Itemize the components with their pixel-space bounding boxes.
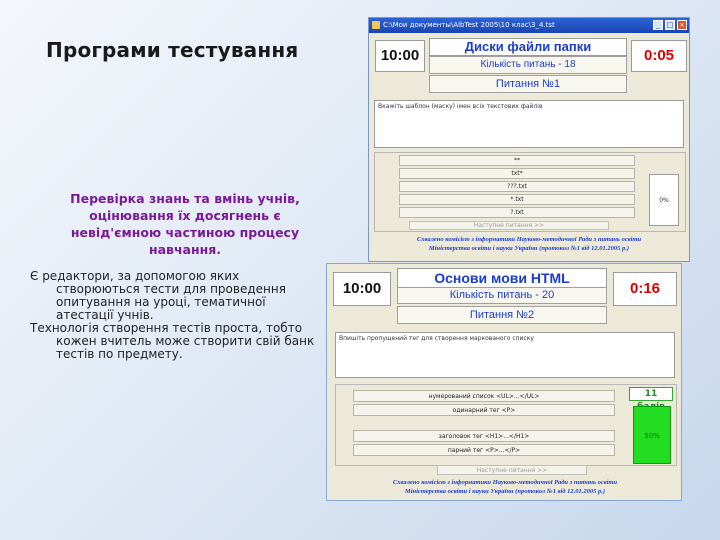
app-icon <box>372 21 380 29</box>
next-question-button[interactable]: Наступне питання >> <box>437 465 587 475</box>
topic-title: Диски файли папки <box>429 38 627 56</box>
answer-option[interactable]: ???.txt <box>399 181 635 192</box>
timer-elapsed: 0:05 <box>631 40 687 72</box>
window-titlebar <box>369 18 689 33</box>
topic-title: Основи мови HTML <box>397 268 607 288</box>
progress-box: 0% <box>649 174 679 226</box>
window-title: C:\Мои документы\AlbTest 2005\10 клас\3_4.tst <box>383 21 555 29</box>
timer-total: 10:00 <box>375 40 425 72</box>
question-number: Питання №2 <box>397 306 607 324</box>
answer-option[interactable]: одинарний тег <P> <box>353 404 615 416</box>
question-text: Впишіть пропущений тег для створення маркованого списку <box>335 332 675 378</box>
footer-line-1: Схвалено комісією з інформатики Науково-методичної Ради з питань освіти <box>416 236 642 243</box>
test-window-disks <box>368 17 690 262</box>
slide-title: Програми тестування <box>46 38 299 62</box>
test-window-html <box>326 263 682 501</box>
body-text <box>30 270 320 361</box>
minimize-button[interactable]: _ <box>653 20 663 30</box>
timer-elapsed: 0:16 <box>613 272 677 306</box>
window-controls <box>653 20 687 30</box>
answer-option[interactable]: ** <box>399 155 635 166</box>
answer-option[interactable]: нумерований список <UL>...</UL> <box>353 390 615 402</box>
paragraph-editors: Є редактори, за допомогою яких створюються тести для проведення опитування на уроці, тематичної атестації учнів. <box>30 269 286 322</box>
next-question-button[interactable]: Наступне питання >> <box>409 221 609 230</box>
score-badge: 11 <box>629 387 673 401</box>
timer-total: 10:00 <box>333 272 391 306</box>
footer-line-2: Міністерства освіти і науки України (протокол №1 від 12.01.2005 р.) <box>404 488 606 495</box>
answer-option[interactable]: txt* <box>399 168 635 179</box>
paragraph-technology: Технологія створення тестів проста, тобто кожен вчитель може створити свій банк тестів по предмету. <box>30 321 315 361</box>
answer-option[interactable]: заголовок тег <H1>...</H1> <box>353 430 615 442</box>
answer-option[interactable]: *.txt <box>399 194 635 205</box>
answer-option[interactable]: ?.txt <box>399 207 635 218</box>
progress-bar: 50% <box>633 406 671 464</box>
close-button[interactable]: × <box>677 20 687 30</box>
answer-option[interactable]: парний тег <P>...</P> <box>353 444 615 456</box>
highlight-text: Перевірка знань та вмінь учнів, оцінювання їх досягнень є невід'ємною частиною процесу навчання. <box>70 191 300 257</box>
maximize-button[interactable]: □ <box>666 21 674 29</box>
question-text: Вкажіть шаблон (маску) імен всіх текстових файлів <box>374 100 684 148</box>
question-count: Кількість питань - 18 <box>429 56 627 74</box>
footer-line-2: Міністерства освіти і науки України (протокол №1 від 12.01.2005 р.) <box>428 245 630 252</box>
question-count: Кількість питань - 20 <box>397 287 607 304</box>
footer-line-1: Схвалено комісією з інформатики Науково-методичної Ради з питань освіти <box>392 479 618 486</box>
question-number: Питання №1 <box>429 75 627 93</box>
